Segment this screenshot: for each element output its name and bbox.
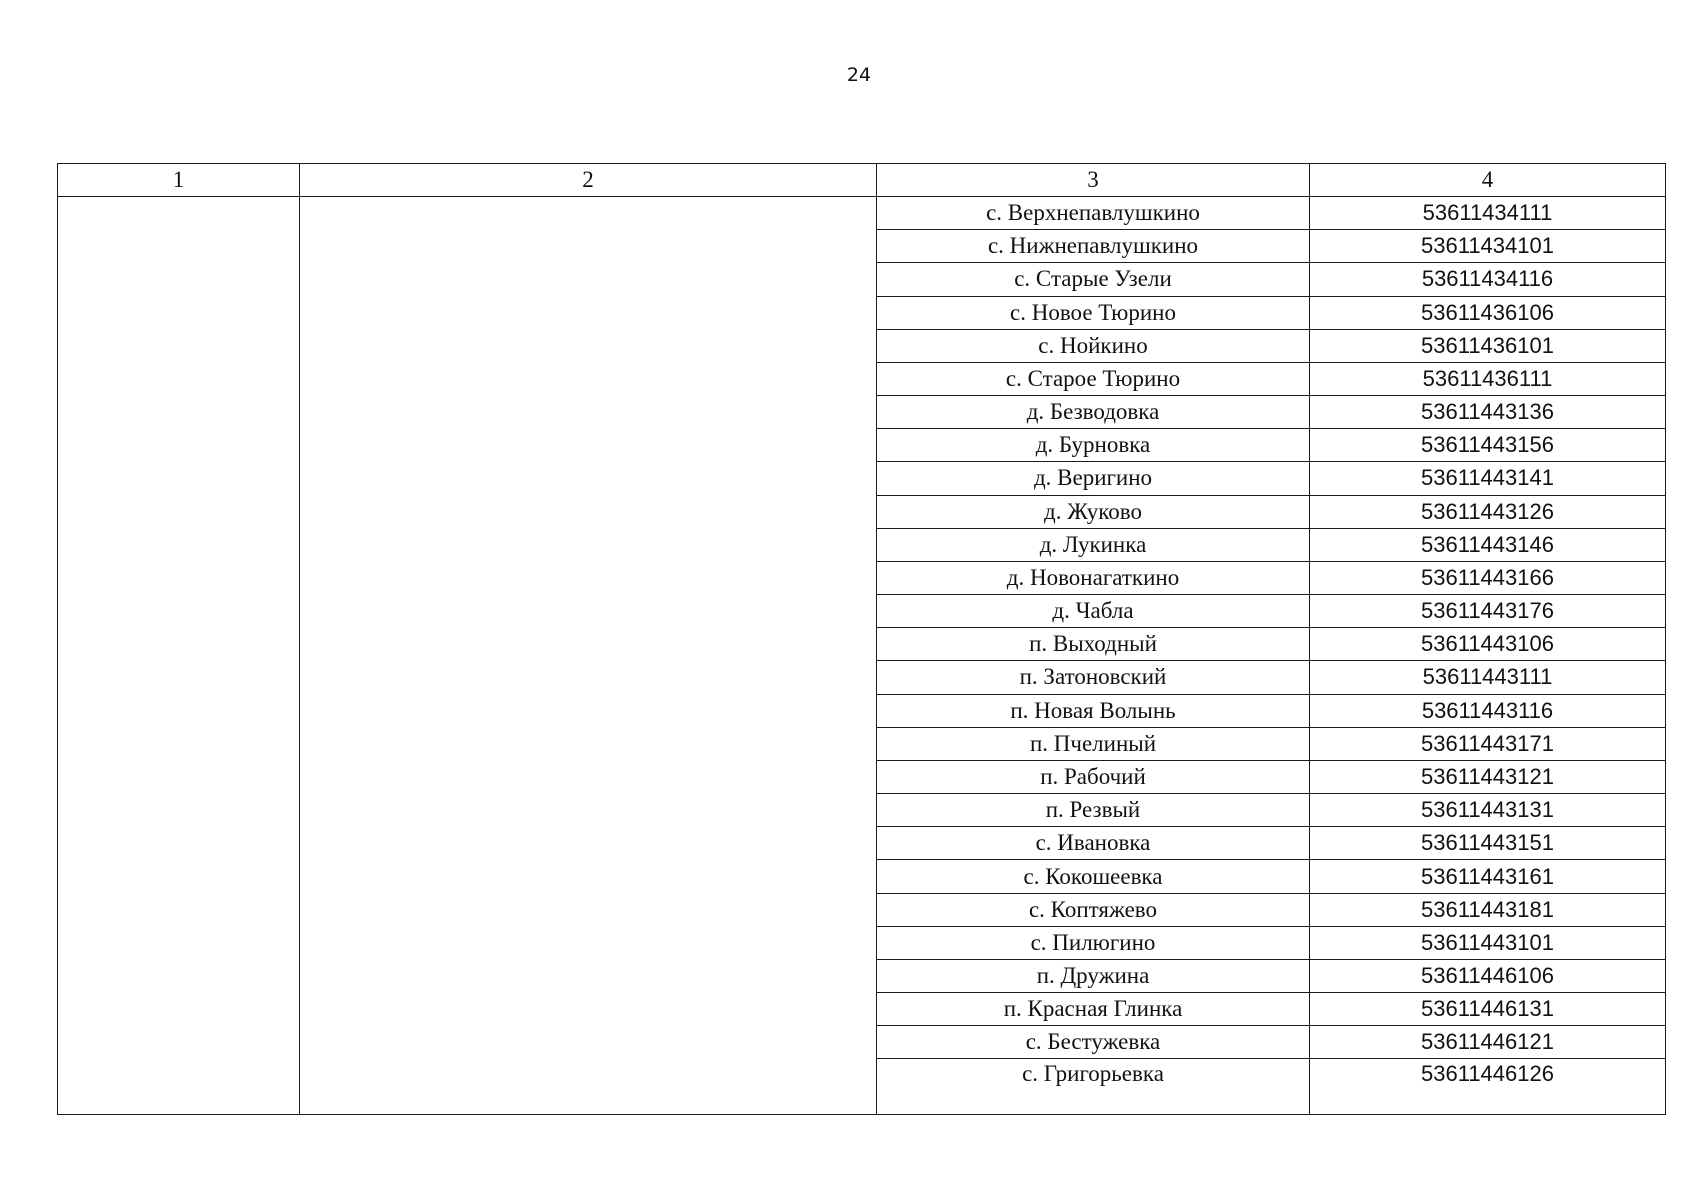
column-header-2: 2: [300, 164, 877, 197]
oktmo-code-cell: 53611443161: [1310, 860, 1666, 893]
oktmo-code-cell: 53611434116: [1310, 263, 1666, 296]
settlement-name-cell: с. Нижнепавлушкино: [877, 230, 1310, 263]
settlement-name-cell: п. Выходный: [877, 628, 1310, 661]
oktmo-code-cell: 53611443141: [1310, 462, 1666, 495]
settlement-name-cell: д. Жуково: [877, 495, 1310, 528]
settlement-name-cell: с. Старое Тюрино: [877, 362, 1310, 395]
oktmo-code-cell: 53611443106: [1310, 628, 1666, 661]
oktmo-code-cell: 53611436101: [1310, 329, 1666, 362]
column-2-cell: [300, 197, 877, 1115]
settlement-name-cell: с. Пилюгино: [877, 926, 1310, 959]
oktmo-code-cell: 53611434111: [1310, 197, 1666, 230]
settlement-name-cell: с. Новое Тюрино: [877, 296, 1310, 329]
column-header-4: 4: [1310, 164, 1666, 197]
column-header-1: 1: [58, 164, 300, 197]
header-row: [58, 164, 1666, 197]
oktmo-code-cell: 53611443176: [1310, 595, 1666, 628]
oktmo-code-cell: 53611443111: [1310, 661, 1666, 694]
settlement-name-cell: д. Веригино: [877, 462, 1310, 495]
oktmo-code-cell: 53611443151: [1310, 827, 1666, 860]
settlement-name-cell: с. Григорьевка: [877, 1059, 1310, 1115]
oktmo-code-cell: 53611443131: [1310, 794, 1666, 827]
oktmo-code-cell: 53611436106: [1310, 296, 1666, 329]
settlement-name-cell: с. Верхнепавлушкино: [877, 197, 1310, 230]
column-header-3: 3: [877, 164, 1310, 197]
settlement-name-cell: с. Коптяжево: [877, 893, 1310, 926]
settlement-name-cell: п. Красная Глинка: [877, 993, 1310, 1026]
oktmo-code-cell: 53611443171: [1310, 727, 1666, 760]
oktmo-code-cell: 53611443101: [1310, 926, 1666, 959]
page-number: 24: [846, 64, 872, 86]
settlement-name-cell: д. Лукинка: [877, 528, 1310, 561]
settlement-name-cell: п. Рабочий: [877, 760, 1310, 793]
settlement-name-cell: п. Пчелиный: [877, 727, 1310, 760]
oktmo-code-cell: 53611436111: [1310, 362, 1666, 395]
oktmo-code-cell: 53611446126: [1310, 1059, 1666, 1115]
oktmo-code-cell: 53611443121: [1310, 760, 1666, 793]
settlement-name-cell: с. Кокошеевка: [877, 860, 1310, 893]
settlement-name-cell: с. Бестужевка: [877, 1026, 1310, 1059]
table-row: [58, 197, 1666, 230]
oktmo-code-cell: 53611443136: [1310, 396, 1666, 429]
settlement-name-cell: д. Новонагаткино: [877, 561, 1310, 594]
settlement-name-cell: с. Ивановка: [877, 827, 1310, 860]
settlement-name-cell: п. Новая Волынь: [877, 694, 1310, 727]
settlement-name-cell: с. Старые Узели: [877, 263, 1310, 296]
settlement-name-cell: п. Затоновский: [877, 661, 1310, 694]
settlement-name-cell: с. Нойкино: [877, 329, 1310, 362]
settlements-table: [57, 163, 1666, 1115]
oktmo-code-cell: 53611443156: [1310, 429, 1666, 462]
settlement-name-cell: д. Бурновка: [877, 429, 1310, 462]
oktmo-code-cell: 53611446121: [1310, 1026, 1666, 1059]
oktmo-code-cell: 53611443181: [1310, 893, 1666, 926]
oktmo-code-cell: 53611443166: [1310, 561, 1666, 594]
oktmo-code-cell: 53611446106: [1310, 959, 1666, 992]
settlement-name-cell: д. Безводовка: [877, 396, 1310, 429]
oktmo-code-cell: 53611446131: [1310, 993, 1666, 1026]
oktmo-code-cell: 53611443126: [1310, 495, 1666, 528]
settlement-name-cell: п. Дружина: [877, 959, 1310, 992]
column-1-cell: [58, 197, 300, 1115]
oktmo-code-cell: 53611443116: [1310, 694, 1666, 727]
oktmo-code-cell: 53611443146: [1310, 528, 1666, 561]
settlement-name-cell: д. Чабла: [877, 595, 1310, 628]
oktmo-code-cell: 53611434101: [1310, 230, 1666, 263]
settlement-name-cell: п. Резвый: [877, 794, 1310, 827]
